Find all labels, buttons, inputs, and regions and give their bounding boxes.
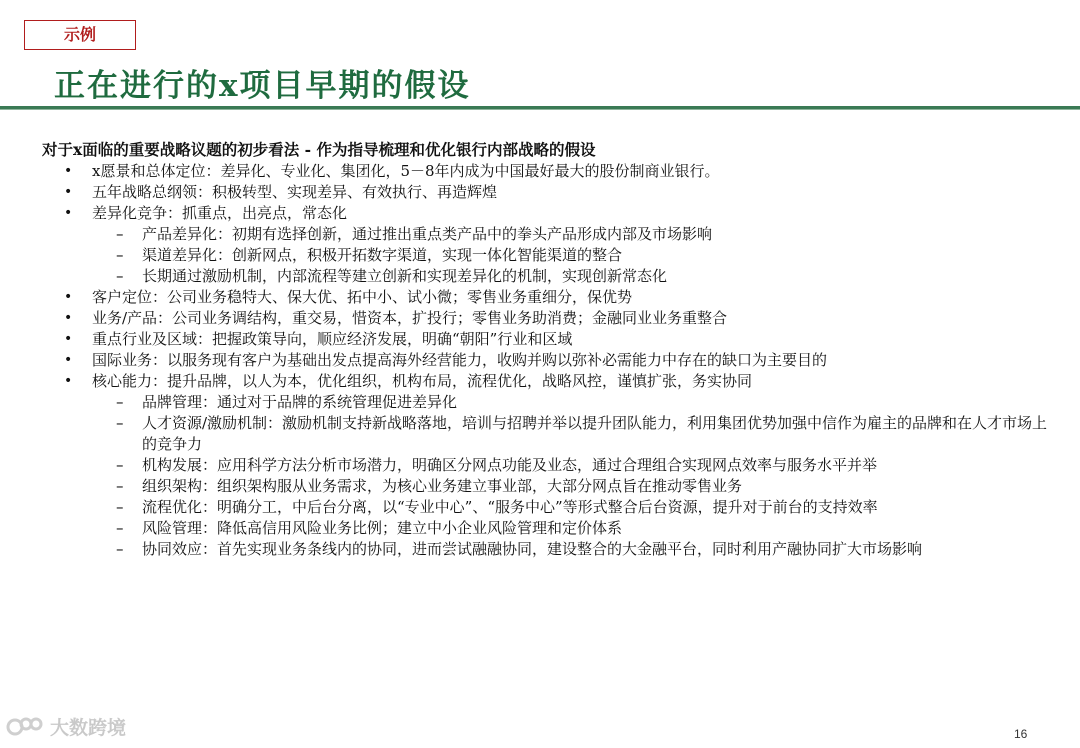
bullet-item [42,203,1052,287]
sub-bullet-item: – 产品差异化：初期有选择创新，通过推出重点类产品中的拳头产品形成内部及市场影响 [92,224,1052,245]
sub-bullet-item: – 品牌管理：通过对于品牌的系统管理促进差异化 [92,392,1052,413]
lead-statement: 对于x面临的重要战略议题的初步看法 - 作为指导梳理和优化银行内部战略的假设 [42,140,596,159]
sub-bullet-item: – 机构发展：应用科学方法分析市场潜力，明确区分网点功能及业态，通过合理组合实现网点效率与服务水平并举 [92,455,1052,476]
bullet-text: 国际业务：以服务现有客户为基础出发点提高海外经营能力，收购并购以弥补必需能力中存在的缺口为主要目的 [92,351,828,369]
sub-bullet-item: – 风险管理：降低高信用风险业务比例；建立中小企业风险管理和定价体系 [92,518,1052,539]
watermark-text: 大数跨境 [50,717,127,739]
sub-bullet-item: – 协同效应：首先实现业务条线内的协同，进而尝试融融协同，建设整合的大金融平台，同时利用产融协同扩大市场影响 [92,539,1052,560]
bullet-item [42,350,1052,371]
bullet-item [42,161,1052,182]
bullet-text: 五年战略总纲领：积极转型、实现差异、有效执行、再造辉煌 [92,183,498,201]
bullet-item [42,371,1052,560]
slide-body [42,140,1052,560]
bullet-text: 重点行业及区域：把握政策导向，顺应经济发展，明确“朝阳”行业和区域 [92,330,573,348]
slide-title: 正在进行的x项目早期的假设 [54,68,471,104]
sub-bullet-item: – 组织架构：组织架构服从业务需求，为核心业务建立事业部，大部分网点旨在推动零售业务 [92,476,1052,497]
bullet-text: 差异化竞争：抓重点，出亮点，常态化 [92,204,348,222]
sub-bullet-item: – 渠道差异化：创新网点，积极开拓数字渠道，实现一体化智能渠道的整合 [92,245,1052,266]
bullet-list [42,161,1052,560]
example-tag: 示例 [24,20,136,50]
page-number: 16 [1014,727,1028,741]
sub-bullet-list [92,224,1052,287]
bullet-text: 核心能力：提升品牌，以人为本，优化组织，机构布局，流程优化，战略风控，谨慎扩张，务实协同 [92,372,753,390]
bullet-item [42,182,1052,203]
sub-bullet-item: – 人才资源/激励机制：激励机制支持新战略落地，培训与招聘并举以提升团队能力，利用集团优势加强中信作为雇主的品牌和在人才市场上的竞争力 [92,413,1052,455]
bullet-text: x愿景和总体定位：差异化、专业化、集团化，5－8年内成为中国最好最大的股份制商业银行。 [92,162,720,180]
bullet-text: 业务/产品：公司业务调结构，重交易，惜资本，扩投行；零售业务助消费；金融同业业务重整合 [92,309,728,327]
sub-bullet-item: – 流程优化：明确分工，中后台分离，以“专业中心”、“服务中心”等形式整合后台资源，提升对于前台的支持效率 [92,497,1052,518]
watermark-logo [6,713,126,740]
watermark-icon [6,714,44,740]
sub-bullet-list [92,392,1052,560]
sub-bullet-item: – 长期通过激励机制，内部流程等建立创新和实现差异化的机制，实现创新常态化 [92,266,1052,287]
bullet-item [42,308,1052,329]
bullet-item [42,287,1052,308]
bullet-text: 客户定位：公司业务稳特大、保大优、拓中小、试小微；零售业务重细分，保优势 [92,288,633,306]
title-divider [0,106,1080,110]
bullet-item [42,329,1052,350]
